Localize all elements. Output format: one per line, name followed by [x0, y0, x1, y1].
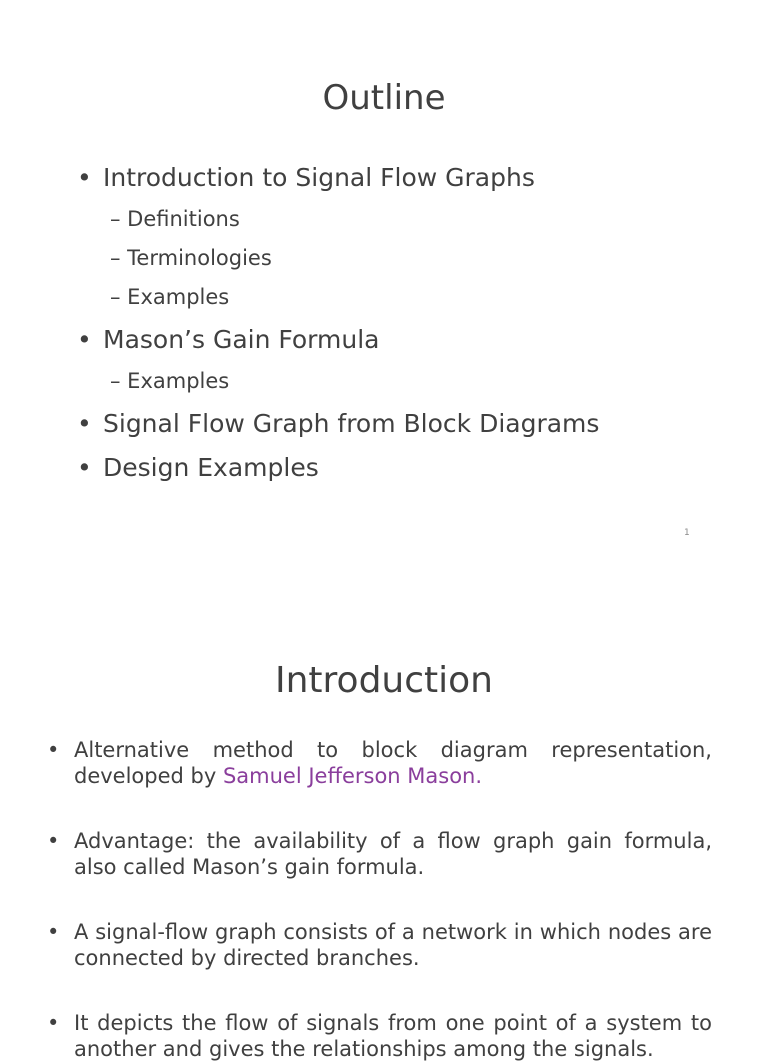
slide-title: Outline — [322, 78, 446, 118]
bullet-paragraph — [47, 737, 712, 789]
bullet-paragraph — [47, 1010, 712, 1062]
bullet-text: Design Examples — [103, 453, 319, 482]
sub-bullet-item: – Examples — [110, 285, 230, 309]
bullet-paragraph — [47, 828, 712, 880]
bullet-dot: • — [47, 738, 60, 762]
bullet-text: Mason’s Gain Formula — [103, 325, 380, 354]
slide-introduction — [0, 610, 768, 1061]
bullet-item — [77, 409, 599, 438]
bullet-dot: • — [77, 453, 92, 482]
mason-link[interactable]: Samuel Jefferson Mason. — [222, 764, 483, 788]
slide-title: Introduction — [274, 660, 493, 701]
bullet-dot: • — [47, 920, 60, 944]
sub-bullet-item: – Terminologies — [110, 246, 272, 270]
bullet-text: Alternative method to block diagram representation, developed by — [74, 738, 712, 788]
bullet-text: Advantage: the availability of a flow graph gain formula, also called Mason’s gain formula. — [74, 829, 712, 879]
sub-bullet-item: – Definitions — [110, 207, 240, 231]
bullet-dot: • — [47, 1011, 60, 1035]
slide-number: 1 — [684, 528, 690, 538]
bullet-paragraph — [47, 919, 712, 971]
bullet-dot: • — [77, 325, 92, 354]
bullet-item — [77, 163, 535, 192]
bullet-dot: • — [77, 163, 92, 192]
bullet-dot: • — [77, 409, 92, 438]
bullet-text: Introduction to Signal Flow Graphs — [103, 163, 535, 192]
bullet-text: A signal-flow graph consists of a network in which nodes are connected by directed branches. — [74, 920, 712, 970]
bullet-text: It depicts the flow of signals from one point of a system to another and gives the relationships among the signals. — [74, 1011, 712, 1061]
bullet-item — [77, 325, 380, 354]
bullet-item — [77, 453, 319, 482]
bullet-text-block — [74, 737, 712, 789]
bullet-dot: • — [47, 829, 60, 853]
sub-bullet-item: – Examples — [110, 369, 230, 393]
bullet-text: Signal Flow Graph from Block Diagrams — [103, 409, 600, 438]
